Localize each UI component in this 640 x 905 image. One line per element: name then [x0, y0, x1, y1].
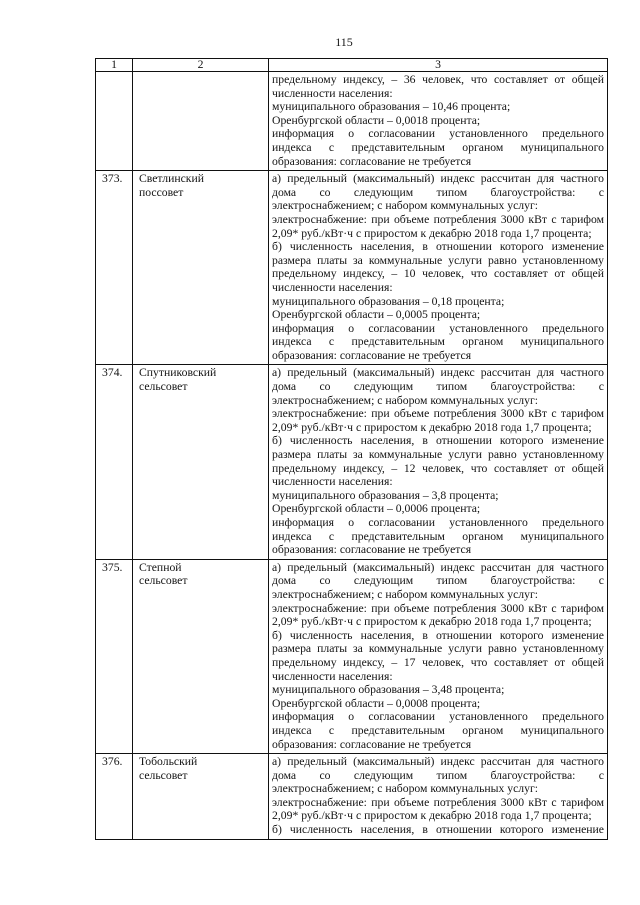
- text-line: информация о согласовании установленного предельного: [272, 127, 604, 141]
- paragraph: [272, 322, 604, 363]
- text-line: дома со следующим типом благоустройства: с: [272, 574, 604, 588]
- text-line: Оренбургской области – 0,0008 процента;: [272, 696, 481, 710]
- text-line: б) численность населения, в отношении которого изменение: [272, 628, 604, 642]
- settlement-name-cell: [133, 365, 269, 559]
- text-line: а) предельный (максимальный) индекс рассчитан для частного: [272, 560, 604, 574]
- paragraph: [272, 213, 604, 240]
- settlement-name-line: Светлинский: [139, 172, 204, 186]
- header-cell-column-2: 2: [133, 59, 269, 72]
- paragraph: [272, 516, 604, 557]
- table-row: [96, 171, 608, 365]
- paragraph: [272, 172, 604, 213]
- row-number: 373.: [102, 172, 123, 186]
- description-cell: [269, 559, 608, 753]
- paragraph: [272, 502, 604, 516]
- row-number-cell: [96, 559, 133, 753]
- settlement-name-line: Степной: [139, 560, 182, 574]
- row-number-cell: [96, 171, 133, 365]
- text-line: размера платы за коммунальные услуги равно установленному: [272, 642, 604, 656]
- text-line: б) численность населения, в отношении которого изменение: [272, 240, 604, 254]
- paragraph: [272, 407, 604, 434]
- paragraph: [272, 602, 604, 629]
- text-line: индекса с представительным органом муниципального: [272, 335, 604, 349]
- settlement-name-cell: [133, 559, 269, 753]
- text-line: Оренбургской области – 0,0005 процента;: [272, 308, 481, 322]
- row-number-cell: [96, 72, 133, 171]
- page-number: 115: [335, 35, 353, 49]
- paragraph: [272, 295, 604, 309]
- header-row: [96, 59, 608, 72]
- paragraph: [272, 823, 604, 837]
- description-cell: [269, 365, 608, 559]
- text-line: электроснабжение: при объеме потребления 3000 кВт с тарифом: [272, 795, 604, 809]
- paragraph: [272, 100, 604, 114]
- text-line: а) предельный (максимальный) индекс рассчитан для частного: [272, 366, 604, 380]
- settlement-name-cell: [133, 754, 269, 840]
- text-line: размера платы за коммунальные услуги равно установленному: [272, 253, 604, 267]
- text-line: размера платы за коммунальные услуги равно установленному: [272, 448, 604, 462]
- text-line: информация о согласовании установленного предельного: [272, 516, 604, 529]
- text-line: Оренбургской области – 0,0006 процента;: [272, 502, 481, 516]
- paragraph: [272, 697, 604, 711]
- paragraph: [272, 710, 604, 751]
- paragraph: [272, 114, 604, 128]
- row-number: 376.: [102, 755, 123, 769]
- text-line: образования: согласование не требуется: [272, 737, 472, 751]
- table-body: [96, 72, 608, 840]
- text-line: индекса с представительным органом муниципального: [272, 140, 604, 154]
- paragraph: [272, 796, 604, 823]
- text-line: электроснабжение: при объеме потребления 3000 кВт с тарифом: [272, 407, 604, 421]
- text-line: муниципального образования – 3,8 процента;: [272, 488, 499, 502]
- paragraph: [272, 683, 604, 697]
- text-line: дома со следующим типом благоустройства: с: [272, 768, 604, 782]
- text-line: информация о согласовании установленного предельного: [272, 710, 604, 724]
- table-header: [96, 59, 608, 72]
- text-line: муниципального образования – 10,46 процента;: [272, 100, 511, 114]
- text-line: 2,09* руб./кВт·ч с приростом к декабрю 2018 года 1,7 процента;: [272, 809, 592, 823]
- paragraph: [272, 366, 604, 407]
- row-number-cell: [96, 365, 133, 559]
- text-line: электроснабжением; с набором коммунальных услуг:: [272, 587, 539, 601]
- paragraph: [272, 127, 604, 168]
- settlement-name-line: сельсовет: [139, 380, 188, 394]
- text-line: 2,09* руб./кВт·ч с приростом к декабрю 2018 года 1,7 процента;: [272, 226, 592, 240]
- text-line: индекса с представительным органом муниципального: [272, 723, 604, 737]
- text-line: б) численность населения, в отношении которого изменение: [272, 434, 604, 448]
- row-number-cell: [96, 754, 133, 840]
- text-line: электроснабжением; с набором коммунальных услуг:: [272, 782, 539, 796]
- table-row: [96, 754, 608, 840]
- text-line: образования: согласование не требуется: [272, 154, 472, 168]
- text-line: а) предельный (максимальный) индекс рассчитан для частного: [272, 172, 604, 186]
- paragraph: [272, 755, 604, 796]
- text-line: численности населения:: [272, 475, 393, 489]
- paragraph: [272, 434, 604, 488]
- text-line: предельному индексу, – 17 человек, что составляет от общей: [272, 655, 604, 669]
- settlement-name-cell: [133, 171, 269, 365]
- table-row: [96, 559, 608, 753]
- settlement-name-line: сельсовет: [139, 768, 188, 782]
- table-row: [96, 72, 608, 171]
- text-line: электроснабжением; с набором коммунальных услуг:: [272, 199, 539, 213]
- row-number: 374.: [102, 366, 123, 380]
- paragraph: [272, 308, 604, 322]
- text-line: муниципального образования – 3,48 процента;: [272, 683, 505, 697]
- text-line: образования: согласование не требуется: [272, 543, 472, 557]
- settlements-table: [95, 58, 608, 840]
- paragraph: [272, 73, 604, 100]
- text-line: дома со следующим типом благоустройства: с: [272, 380, 604, 394]
- text-line: а) предельный (максимальный) индекс рассчитан для частного: [272, 755, 604, 769]
- settlement-name-line: поссовет: [139, 185, 184, 199]
- header-cell-column-1: 1: [96, 59, 133, 72]
- text-line: численности населения:: [272, 669, 393, 683]
- text-line: индекса с представительным органом муниципального: [272, 529, 604, 543]
- table-row: [96, 365, 608, 559]
- description-cell: [269, 72, 608, 171]
- settlement-name-line: Спутниковский: [139, 366, 217, 380]
- header-cell-column-3: 3: [269, 59, 608, 72]
- paragraph: [272, 629, 604, 683]
- text-line: информация о согласовании установленного предельного: [272, 321, 604, 335]
- text-line: 2,09* руб./кВт·ч с приростом к декабрю 2018 года 1,7 процента;: [272, 420, 592, 434]
- description-cell: [269, 171, 608, 365]
- settlement-name-line: сельсовет: [139, 574, 188, 588]
- text-line: численности населения:: [272, 280, 393, 294]
- settlement-name-cell: [133, 72, 269, 171]
- settlement-name-line: Тобольский: [139, 755, 198, 769]
- text-line: электроснабжение: при объеме потребления 3000 кВт с тарифом: [272, 601, 604, 615]
- paragraph: [272, 489, 604, 503]
- row-number: 375.: [102, 560, 123, 574]
- text-line: дома со следующим типом благоустройства: с: [272, 185, 604, 199]
- text-line: 2,09* руб./кВт·ч с приростом к декабрю 2018 года 1,7 процента;: [272, 615, 592, 629]
- text-line: предельному индексу, – 10 человек, что составляет от общей: [272, 267, 604, 281]
- description-cell: [269, 754, 608, 840]
- text-line: муниципального образования – 0,18 процента;: [272, 294, 505, 308]
- text-line: предельному индексу, – 12 человек, что составляет от общей: [272, 461, 604, 475]
- text-line: Оренбургской области – 0,0018 процента;: [272, 113, 481, 127]
- text-line: образования: согласование не требуется: [272, 348, 472, 362]
- paragraph: [272, 240, 604, 294]
- text-line: предельному индексу, – 36 человек, что составляет от общей: [272, 73, 604, 86]
- text-line: численности населения:: [272, 86, 393, 100]
- text-line: электроснабжением; с набором коммунальных услуг:: [272, 393, 539, 407]
- text-line: электроснабжение: при объеме потребления 3000 кВт с тарифом: [272, 212, 604, 226]
- text-line: б) численность населения, в отношении которого изменение: [272, 823, 604, 837]
- paragraph: [272, 561, 604, 602]
